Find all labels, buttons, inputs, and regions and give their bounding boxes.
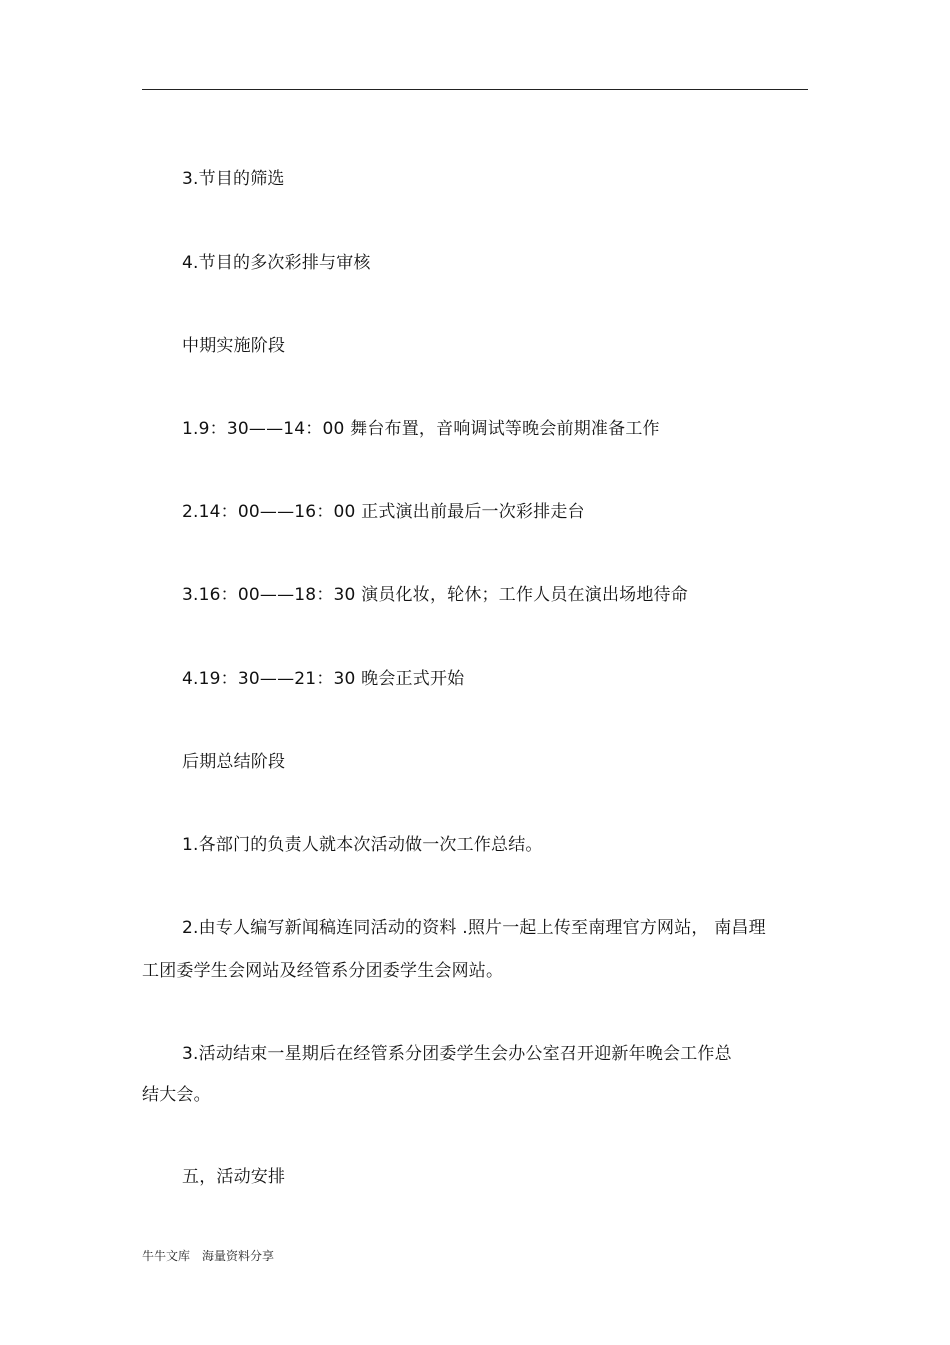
page-footer (142, 1248, 274, 1264)
list-item: 1.9：30——14：00 舞台布置，音响调试等晚会前期准备工作 (182, 419, 660, 439)
paragraph-line: 结大会。 (142, 1085, 211, 1105)
section-heading: 后期总结阶段 (182, 752, 286, 772)
list-item: 3.16：00——18：30 演员化妆，轮休；工作人员在演出场地待命 (182, 585, 688, 605)
section-heading: 中期实施阶段 (182, 336, 286, 356)
list-item: 2.14：00——16：00 正式演出前最后一次彩排走台 (182, 502, 585, 522)
list-item: 4.节目的多次彩排与审核 (182, 253, 371, 273)
footer-slogan: 海量资料分享 (202, 1249, 275, 1263)
footer-site-name: 牛牛文库 (142, 1249, 191, 1263)
list-item: 4.19：30——21：30 晚会正式开始 (182, 669, 465, 689)
paragraph-line: 2.由专人编写新闻稿连同活动的资料 .照片一起上传至南理官方网站， 南昌理 (182, 918, 766, 938)
paragraph-line: 3.活动结束一星期后在经管系分团委学生会办公室召开迎新年晚会工作总 (182, 1044, 732, 1064)
paragraph-line: 工团委学生会网站及经管系分团委学生会网站。 (142, 961, 504, 981)
section-heading: 五，活动安排 (182, 1167, 286, 1187)
list-item: 3.节目的筛选 (182, 169, 285, 189)
list-item: 1.各部门的负责人就本次活动做一次工作总结。 (182, 835, 543, 855)
header-rule (142, 89, 808, 90)
